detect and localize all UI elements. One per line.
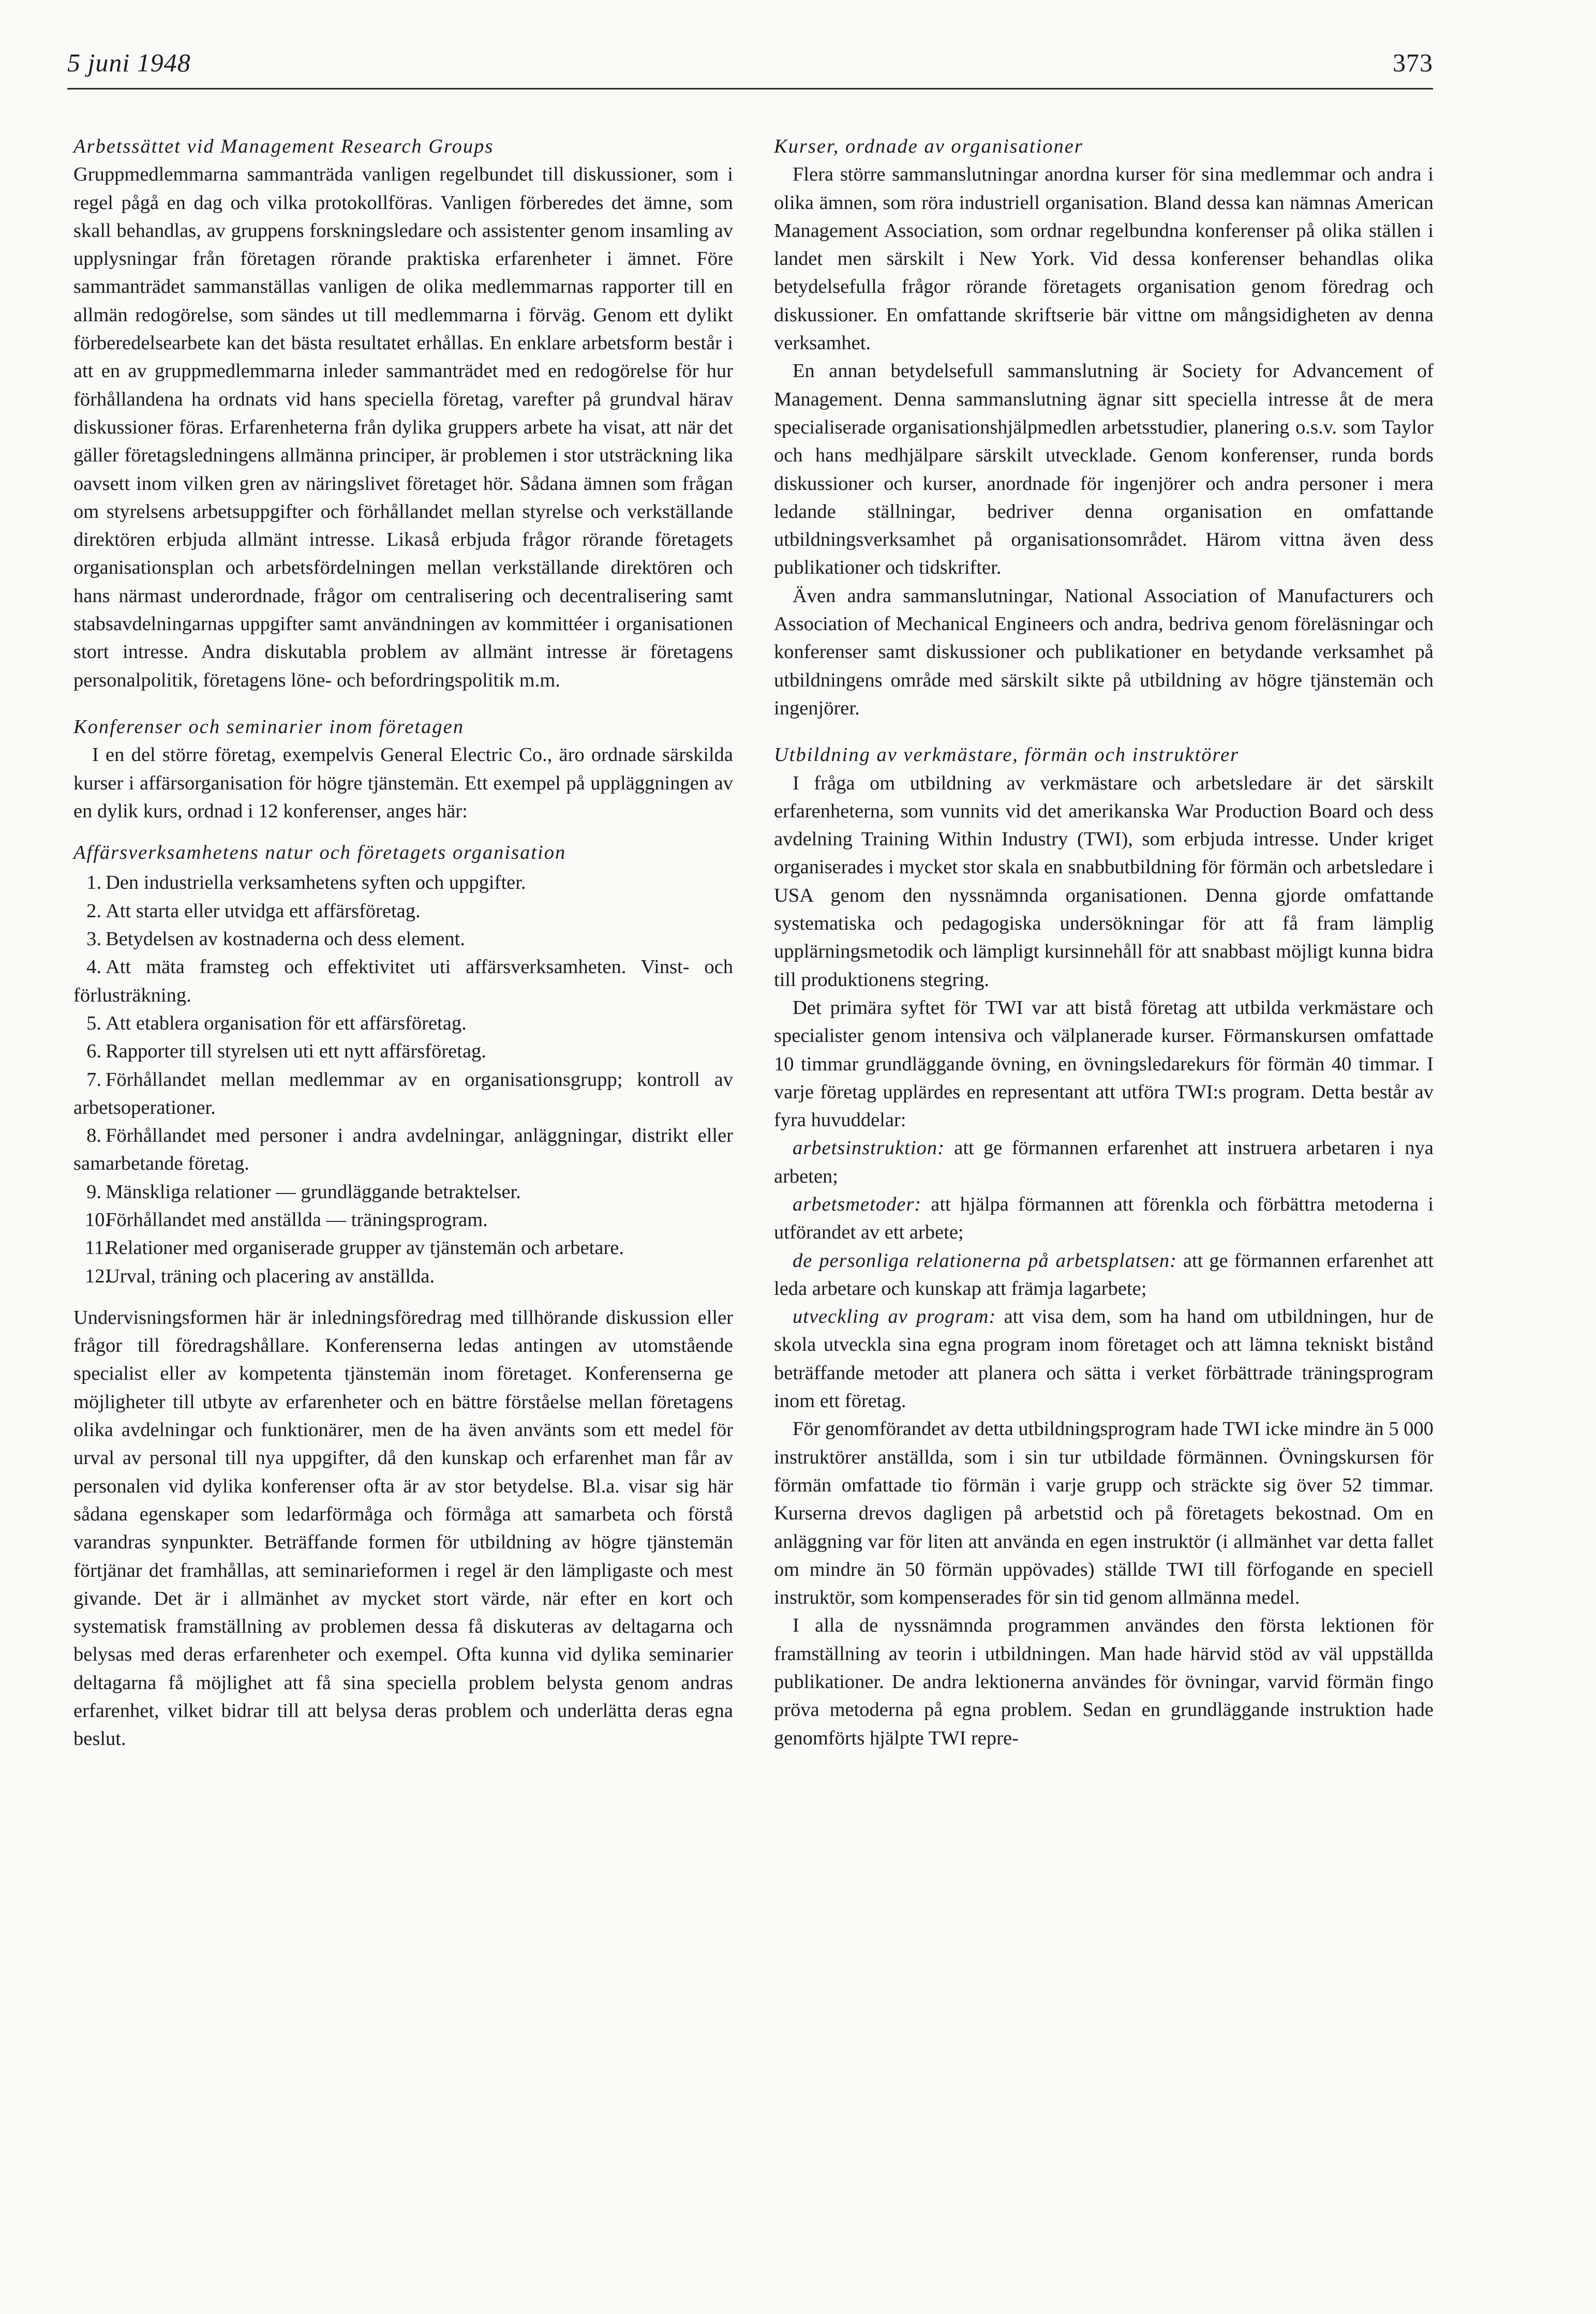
paragraph-arbetssattet: Gruppmedlemmarna sammanträda vanligen regelbundet till diskussioner, som i regel pågå en dag och vilka protokollföras. Vanligen förberedes det ämne, som skall behandlas, av gruppens forskningsledare och assistenter genom insamling av upplysningar från företagen rörande praktiska erfarenheter i ämnet. Före sammanträdet sammanställas vanligen de olika medlemmarnas rapporter till en allmän redogörelse, som sändes ut till medlemmarna i förväg. Genom ett dylikt förberedelsearbete kan det bästa resultatet erhållas. En enklare arbetsform består i att en av gruppmedlemmarna inleder sammanträdet med en redogörelse för hur förhållandena ha ordnats vid hans speciella företag, varefter på grundval härav diskussioner föras. Erfarenheterna från dylika gruppers arbete ha visat, att när det gäller företagsledningens allmänna principer, är problemen i stor utsträckning lika oavsett inom vilken gren av näringslivet företaget hör. Sådana ämnen som frågan om styrelsens arbetsuppgifter och förhållandet mellan styrelse och verkställande direktören erbjuda allmänt intresse. Likaså erbjuda frågor rörande företagets organisationsplan och arbetsfördelningen mellan verkställande direktören och hans närmast underordnade, frågor om centralisering och decentralisering samt stabsavdelningarnas uppgifter samt användningen av kommittéer i organisationen stort intresse. Andra diskutabla problem av allmänt intresse är företagens personalpolitik, företagens löne- och befordringspolitik m.m. (73, 163, 733, 691)
definition-text: att ge förmannen erfarenhet att instruera arbetaren i nya arbeten; (774, 1137, 1434, 1187)
paragraph-kurser-1: Flera större sammanslutningar anordna kurser för sina medlemmar och andra i olika ämnen, som röra industriell organisation. Bland dessa kan nämnas American Management Association, som ordnar regelbundna konferenser på olika ställen i landet men särskilt i New York. Vid dessa konferenser behandlas olika betydelsefulla frågor rörande företagets organisation genom föredrag och diskussioner. En omfattande skriftserie bär vittne om mångsidigheten av denna verksamhet. (774, 163, 1434, 354)
definition-text: att visa dem, som ha hand om utbildningen, hur de skola utveckla sina egna program inom företaget och att lämna tekniskt bistånd beträffande metoder att planera och sätta i verket förbättrade träningsprogram inom ett företag. (774, 1306, 1434, 1412)
paragraph-utbildning-4: I alla de nyssnämnda programmen användes den första lektionen för framställning av teorin i utbildningen. Man hade härvid stöd av väl uppställda publikationer. De andra lektionerna användes för övningar, varvid förmän fingo pröva metoderna på egna problem. Sedan en grundläggande instruktion hade genomförts hjälpte TWI repre- (774, 1615, 1434, 1749)
definition-term: utveckling av program: (793, 1306, 996, 1328)
paragraph-utbildning-2: Det primära syftet för TWI var att bistå företag att utbilda verkmästare och specialister genom intensiva och välplanerade kurser. Förmanskursen omfattade 10 timmar grundläggande övning, en övningsledarekurs för förmän 40 timmar. I varje företag upplärdes en representant att utföra TWI:s program. Detta består av fyra huvuddelar: (774, 996, 1434, 1131)
list-item-text: Urval, träning och placering av anställda. (106, 1265, 435, 1287)
paragraph-kurser-2: En annan betydelsefull sammanslutning är Society for Advancement of Management. Denna sammanslutning ägnar sitt speciella intresse åt de mera specialiserade organisationshjälpmedlen arbetsstudier, planering o.s.v. som Taylor och hans medhjälpare särskilt utvecklade. Genom konferenser, runda bords diskussioner och kurser, anordnade för ingenjörer och andra personer i mera ledande ställningar, bedriver denna organisation en omfattande utbildningsverksamhet på organisationsområdet. Härom vittna även dess publikationer och tidskrifter. (774, 360, 1434, 579)
list-item-number: 5. (86, 1012, 101, 1034)
list-item (73, 897, 733, 925)
list-item-text: Rapporter till styrelsen uti ett nytt affärsföretag. (106, 1040, 486, 1063)
definition-term: arbetsmetoder: (793, 1193, 922, 1215)
list-item-number: 1. (86, 872, 101, 894)
header-date: 5 juni 1948 (67, 48, 191, 77)
list-item-text: Relationer med organiserade grupper av tjänstemän och arbetare. (106, 1237, 624, 1259)
definition-text: att ge förmannen erfarenhet att leda arbetare och kunskap att främja lagarbete; (774, 1249, 1434, 1300)
list-item-number: 2. (86, 900, 101, 922)
page-header (67, 48, 1433, 89)
list-item-text: Att mäta framsteg och effektivitet uti affärsverksamheten. Vinst- och förlusträkning. (73, 956, 733, 1006)
paragraph-konferenser: I en del större företag, exempelvis General Electric Co., äro ordnade särskilda kurser i affärsorganisation för högre tjänstemän. Ett exempel på uppläggningen av en dylik kurs, ordnad i 12 konferenser, anges här: (73, 744, 733, 822)
definition-arbetsinstruktion (774, 1134, 1434, 1190)
subheading-affarsverksamhetens: Affärsverksamhetens natur och företagets organisation (73, 842, 566, 864)
list-item-number: 3. (86, 928, 101, 950)
paragraph-utbildning-1: I fråga om utbildning av verkmästare och arbetsledare är det särskilt erfarenheterna, som vunnits vid det amerikanska War Production Board och dess avdelning Training Within Industry (TWI), som erbjuda intresse. Under kriget organiserades i mycket stor skala en snabbutbildning för förmän och arbetsledare i USA genom den nyssnämnda organisationen. Denna gjorde omfattande systematiska och pedagogiska undersökningar för att få fram lämplig upplärningsmetodik och lämpligt kursinnehåll för att snabbast möjligt kunna bidra till produktionens stegring. (774, 772, 1434, 991)
list-item-text: Betydelsen av kostnaderna och dess element. (106, 928, 465, 950)
list-item-number: 8. (86, 1125, 101, 1147)
list-item (73, 1037, 733, 1065)
list-item-number: 10. (85, 1208, 110, 1231)
definition-term: de personliga relationerna på arbetsplatsen: (793, 1249, 1177, 1272)
right-column (774, 132, 1434, 1752)
list-item-number: 6. (86, 1040, 101, 1063)
list-item (73, 1009, 733, 1037)
list-item (73, 1122, 733, 1178)
section-heading-arbetssattet: Arbetssättet vid Management Research Groups (73, 136, 494, 157)
page-number: 373 (1393, 48, 1433, 77)
list-item (73, 1234, 733, 1262)
list-item-text: Mänskliga relationer — grundläggande betraktelser. (106, 1181, 521, 1203)
list-item-number: 9. (86, 1181, 101, 1203)
definition-utveckling-av-program (774, 1303, 1434, 1415)
paragraph-utbildning-3: För genomförandet av detta utbildningsprogram hade TWI icke mindre än 5 000 instruktörer anställda, som i sin tur utbildade förmännen. Övningskursen för förmän omfattade tio förmän i varje grupp och sträckte sig över 52 timmar. Kurserna drevos dagligen på arbetstid och på företagets bekostnad. Om en anläggning var för liten att använda en egen instruktör (i allmänhet var detta fallet om mindre än 50 förmän uppövades) ställde TWI till förfogande en speciell instruktör, som kompenserades för sin tid genom allmänna medel. (774, 1418, 1434, 1609)
list-item-text: Förhållandet med personer i andra avdelningar, anläggningar, distrikt eller samarbetande företag. (73, 1125, 733, 1175)
list-item-text: Den industriella verksamhetens syften och uppgifter. (106, 872, 526, 894)
list-item-text: Förhållandet med anställda — träningsprogram. (106, 1208, 488, 1231)
list-item-text: Att etablera organisation för ett affärsföretag. (106, 1012, 467, 1034)
section-heading-konferenser: Konferenser och seminarier inom företagen (73, 715, 464, 738)
list-item (73, 1178, 733, 1206)
section-heading-kurser: Kurser, ordnade av organisationer (774, 136, 1083, 157)
list-item (73, 1066, 733, 1122)
list-item-text: Att starta eller utvidga ett affärsföretag. (106, 900, 421, 922)
list-item-number: 11. (85, 1237, 109, 1259)
definition-text: att hjälpa förmannen att förenkla och förbättra metoderna i utförandet av ett arbete; (774, 1193, 1434, 1244)
list-item-number: 4. (86, 956, 101, 978)
list-item (73, 953, 733, 1009)
definition-arbetsmetoder (774, 1190, 1434, 1247)
conference-list (73, 869, 733, 1290)
list-item (73, 1206, 733, 1234)
section-heading-utbildning: Utbildning av verkmästare, förmän och instruktörer (774, 744, 1240, 766)
list-item-number: 12. (85, 1265, 110, 1287)
left-column (73, 132, 733, 1753)
list-item-number: 7. (86, 1068, 101, 1091)
paragraph-kurser-3: Även andra sammanslutningar, National Association of Manufacturers och Association of Mechanical Engineers och andra, bedriva genom föreläsningar och konferenser samt diskussioner och publikationer en betydande verksamhet på utbildningens område med särskilt sikte på utbildning av högre tjänstemän och ingenjörer. (774, 585, 1434, 719)
definition-term: arbetsinstruktion: (793, 1137, 945, 1159)
list-item (73, 1262, 733, 1290)
paragraph-undervisningsformen: Undervisningsformen här är inledningsföredrag med tillhörande diskussion eller frågor till föredragshållare. Konferenserna ledas antingen av utomstående specialist eller av kompetenta tjänstemän inom företaget. Konferenserna ge möjligheter till utbyte av erfarenheter och en bättre förståelse mellan företagens olika avdelningar och funktionärer, men de ha även använts som ett medel för urval av personal till nya uppgifter, då den kunskap och erfarenhet man får av personalen vid dylika konferenser ofta är av stor betydelse. Bl.a. visar sig här sådana egenskaper som ledarförmåga och förmåga att samarbeta och förstå varandras synpunkter. Beträffande formen för utbildning av högre tjänstemän förtjänar det framhållas, att seminarieformen i regel är den lämpligaste och mest givande. Det är i allmänhet av mycket stort värde, när efter en kort och systematisk framställning av problemen dessa få diskuteras av deltagarna och belysas med deras erfarenheter och exempel. Ofta kunna vid dylika seminarier deltagarna få möjlighet att få sina speciella problem belysta genom andras erfarenhet, vilket bidrar till att belysa deras problem och underlätta deras egna beslut. (73, 1306, 733, 1750)
list-item-text: Förhållandet mellan medlemmar av en organisationsgrupp; kontroll av arbetsoperationer. (73, 1068, 733, 1118)
list-item (73, 925, 733, 953)
spacer (73, 1290, 733, 1304)
list-item (73, 869, 733, 897)
definition-personliga-relationerna (774, 1247, 1434, 1303)
